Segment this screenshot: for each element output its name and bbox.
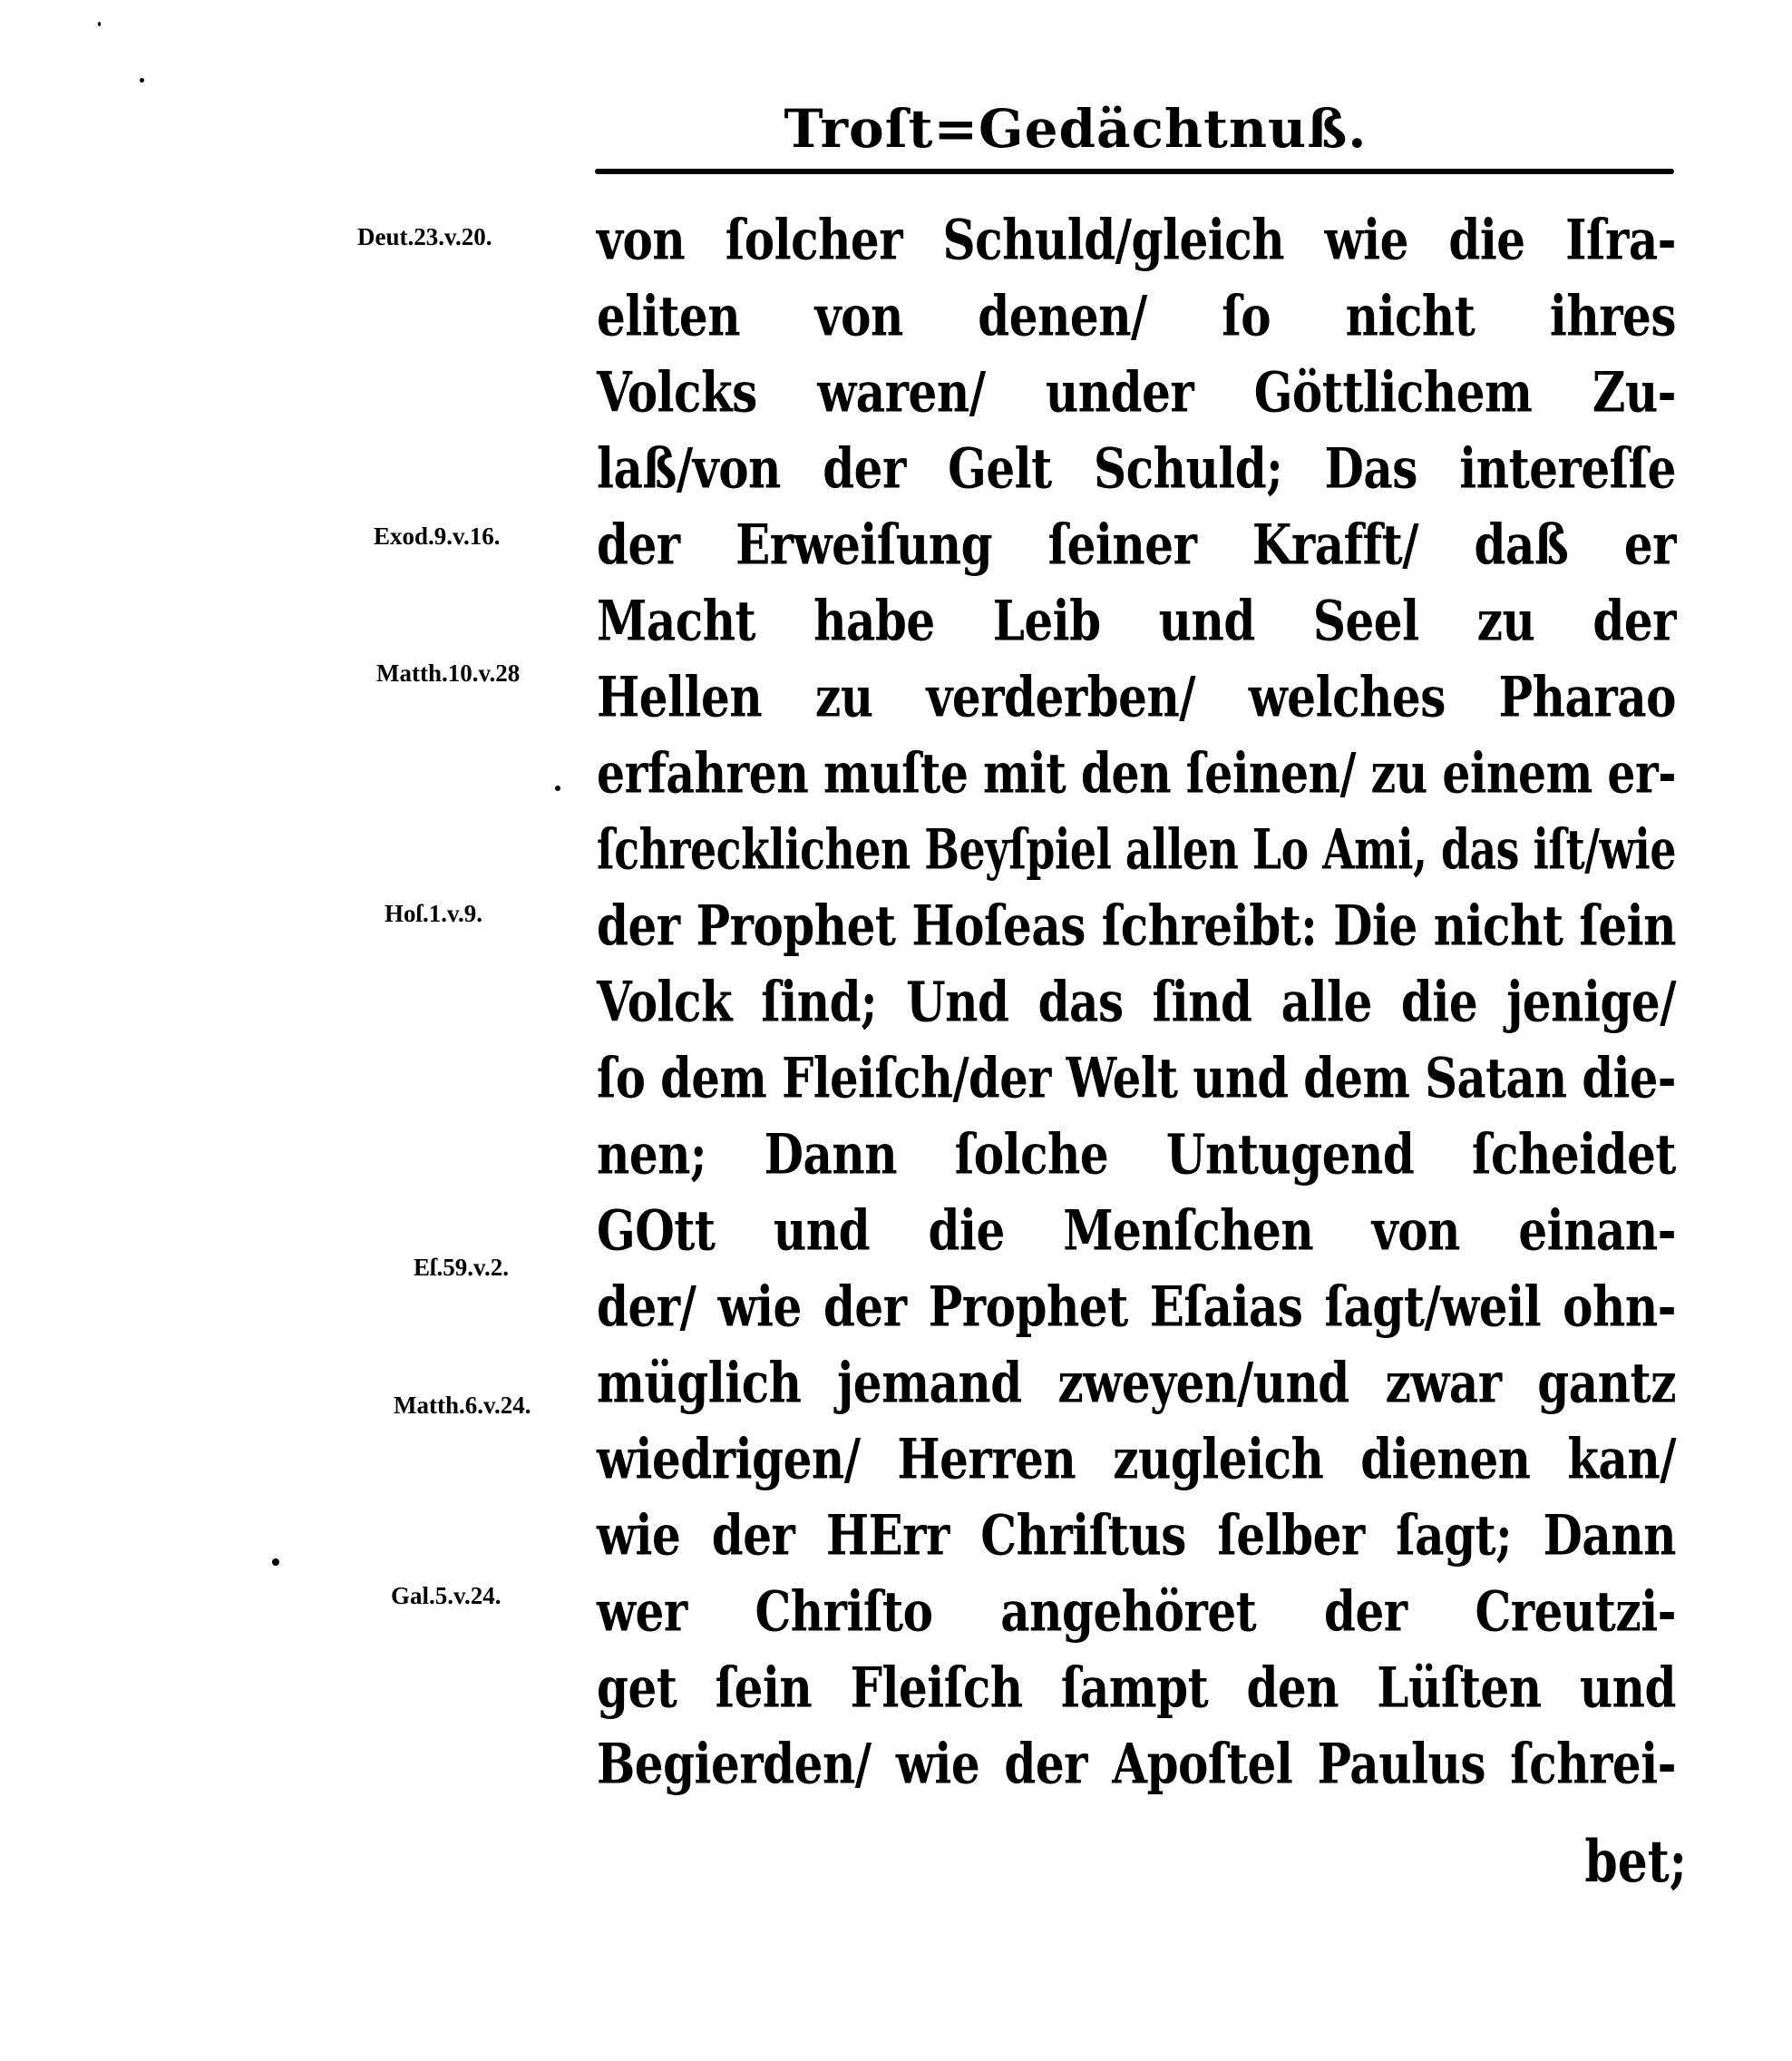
text-line: get ſein Fleiſch ſampt den Lüſten und xyxy=(597,1655,1676,1721)
margin-note: Hoſ.1.v.9. xyxy=(385,900,483,927)
text-line: Hellen zu verderben/ welches Pharao xyxy=(597,664,1676,730)
scan-speck xyxy=(555,786,560,791)
text-line: ſchrecklichen Beyſpiel allen Lo Ami, das iſt/wie xyxy=(597,816,1676,883)
margin-note: Gal.5.v.24. xyxy=(391,1582,502,1609)
text-line: Begierden/ wie der Apoſtel Paulus ſchrei- xyxy=(597,1731,1676,1797)
margin-note: Exod.9.v.16. xyxy=(374,523,501,550)
text-line: müglich jemand zweyen/und zwar gantz xyxy=(597,1350,1676,1416)
body-text xyxy=(597,202,1676,1802)
scan-speck xyxy=(98,22,101,26)
text-line: wiedrigen/ Herren zugleich dienen kan/ xyxy=(597,1426,1676,1492)
text-line: von ſolcher Schuld/gleich wie die Iſra- xyxy=(597,207,1676,273)
margin-note: Eſ.59.v.2. xyxy=(414,1254,510,1281)
text-line: Volcks waren/ under Göttlichem Zu- xyxy=(597,359,1676,425)
text-line: ſo dem Fleiſch/der Welt und dem Satan die- xyxy=(597,1045,1676,1111)
text-line: der Erweiſung ſeiner Krafft/ daß er xyxy=(597,512,1676,578)
text-line: Macht habe Leib und Seel zu der xyxy=(597,588,1676,654)
margin-note: Matth.10.v.28 xyxy=(376,659,521,687)
text-line: wie der HErr Chriſtus ſelber ſagt; Dann xyxy=(597,1502,1676,1568)
scan-speck xyxy=(272,1558,279,1566)
text-line: der/ wie der Prophet Eſaias ſagt/weil ohn- xyxy=(597,1274,1676,1340)
text-line: wer Chriſto angehöret der Creutzi- xyxy=(597,1578,1676,1645)
scan-speck xyxy=(140,78,144,83)
margin-note: Matth.6.v.24. xyxy=(394,1392,531,1419)
text-line: GOtt und die Menſchen von einan- xyxy=(597,1197,1676,1264)
catchword: bet; xyxy=(1584,1828,1687,1896)
text-line: nen; Dann ſolche Untugend ſcheidet xyxy=(597,1121,1676,1187)
text-line: eliten von denen/ ſo nicht ihres xyxy=(597,283,1676,349)
text-line: laß/von der Gelt Schuld; Das intereſſe xyxy=(597,435,1676,502)
running-head: Troſt=Gedächtnuß. xyxy=(784,98,1368,160)
margin-note: Deut.23.v.20. xyxy=(357,223,492,250)
header-rule xyxy=(595,169,1674,174)
text-line: erfahren muſte mit den ſeinen/ zu einem er- xyxy=(597,740,1676,806)
text-line: Volck ſind; Und das ſind alle die jenige/ xyxy=(597,969,1676,1035)
text-line: der Prophet Hoſeas ſchreibt: Die nicht ſein xyxy=(597,893,1676,959)
